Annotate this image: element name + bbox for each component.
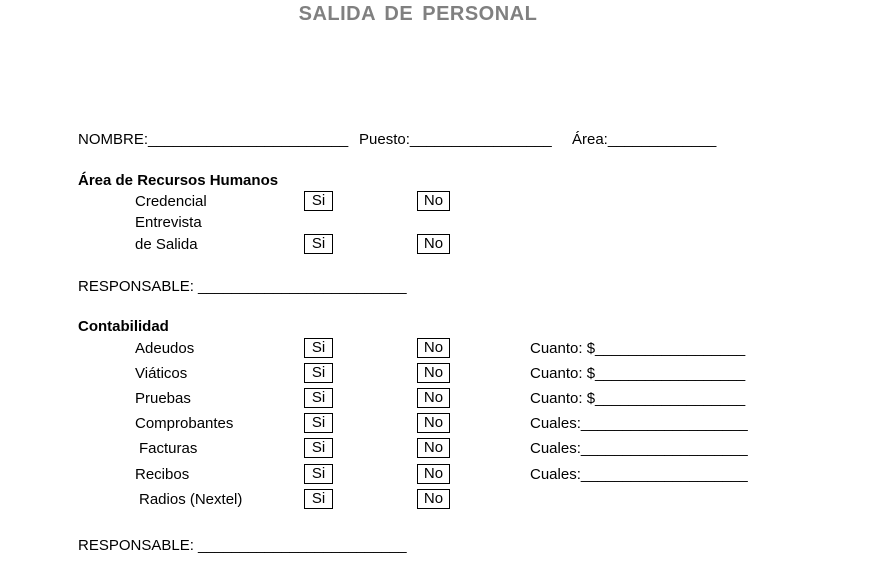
credencial-no-checkbox[interactable]: No	[417, 191, 450, 211]
recibos-no-checkbox[interactable]: No	[417, 464, 450, 484]
page-title: SALIDA DE PERSONAL	[298, 3, 538, 25]
facturas-si-checkbox[interactable]: Si	[304, 438, 333, 458]
viaticos-cuanto-field[interactable]: Cuanto: $__________________	[530, 365, 746, 382]
facturas-label: Facturas	[139, 440, 198, 457]
entrevista-no-checkbox[interactable]: No	[417, 234, 450, 254]
entrevista-label-line1: Entrevista	[135, 214, 202, 231]
contabilidad-responsable-field[interactable]: RESPONSABLE: _________________________	[78, 537, 407, 554]
entrevista-si-checkbox[interactable]: Si	[304, 234, 333, 254]
adeudos-cuanto-field[interactable]: Cuanto: $__________________	[530, 340, 746, 357]
credencial-si-checkbox[interactable]: Si	[304, 191, 333, 211]
comprobantes-label: Comprobantes	[135, 415, 234, 432]
radios-no-checkbox[interactable]: No	[417, 489, 450, 509]
facturas-no-checkbox[interactable]: No	[417, 438, 450, 458]
nombre-field[interactable]: NOMBRE:________________________	[78, 131, 349, 148]
radios-label: Radios (Nextel)	[139, 491, 243, 508]
credencial-label: Credencial	[135, 193, 207, 210]
pruebas-cuanto-field[interactable]: Cuanto: $__________________	[530, 390, 746, 407]
comprobantes-no-checkbox[interactable]: No	[417, 413, 450, 433]
adeudos-si-checkbox[interactable]: Si	[304, 338, 333, 358]
radios-si-checkbox[interactable]: Si	[304, 489, 333, 509]
facturas-cuales-field[interactable]: Cuales:____________________	[530, 440, 748, 457]
area-field[interactable]: Área:_____________	[572, 131, 717, 148]
recibos-label: Recibos	[135, 466, 190, 483]
recibos-cuales-field[interactable]: Cuales:____________________	[530, 466, 748, 483]
rh-responsable-field[interactable]: RESPONSABLE: _________________________	[78, 278, 407, 295]
adeudos-no-checkbox[interactable]: No	[417, 338, 450, 358]
viaticos-no-checkbox[interactable]: No	[417, 363, 450, 383]
pruebas-no-checkbox[interactable]: No	[417, 388, 450, 408]
puesto-field[interactable]: Puesto:_________________	[359, 131, 552, 148]
viaticos-label: Viáticos	[135, 365, 188, 382]
adeudos-label: Adeudos	[135, 340, 195, 357]
entrevista-label-line2: de Salida	[135, 236, 198, 253]
comprobantes-si-checkbox[interactable]: Si	[304, 413, 333, 433]
pruebas-label: Pruebas	[135, 390, 191, 407]
pruebas-si-checkbox[interactable]: Si	[304, 388, 333, 408]
recibos-si-checkbox[interactable]: Si	[304, 464, 333, 484]
contabilidad-section-heading: Contabilidad	[78, 318, 169, 335]
comprobantes-cuales-field[interactable]: Cuales:____________________	[530, 415, 748, 432]
viaticos-si-checkbox[interactable]: Si	[304, 363, 333, 383]
rh-section-heading: Área de Recursos Humanos	[78, 172, 279, 189]
